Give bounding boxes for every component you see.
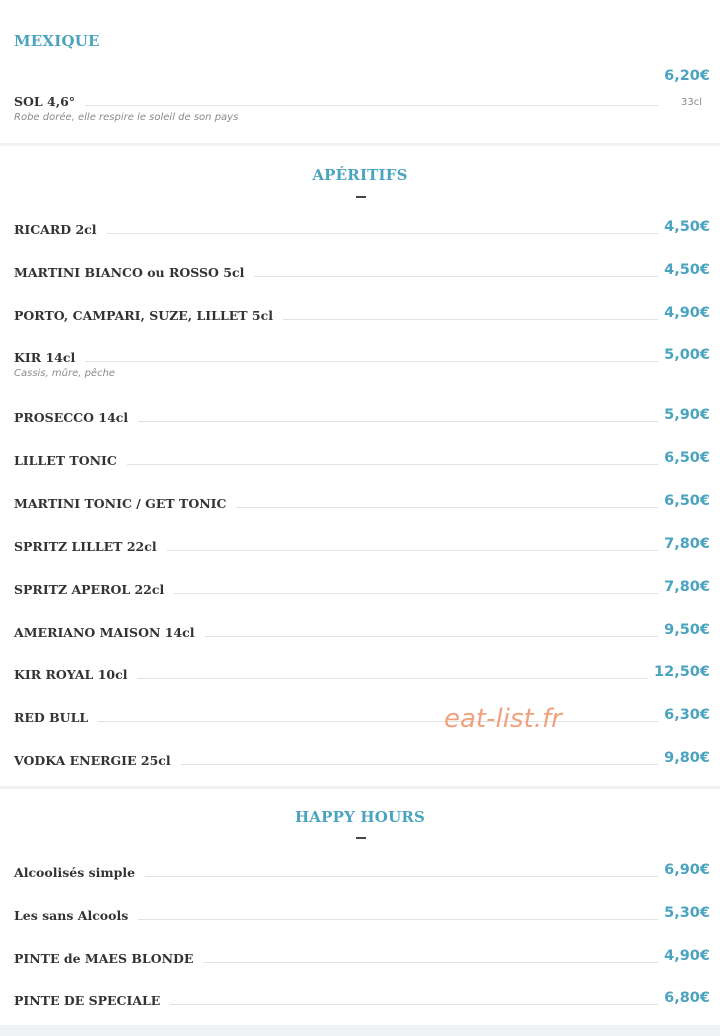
dotted-leader [14, 233, 658, 234]
item-name: PROSECCO 14cl [14, 410, 138, 425]
menu-item[interactable] [14, 707, 710, 732]
menu-item[interactable] [14, 948, 710, 973]
dotted-leader [14, 361, 658, 362]
menu-item[interactable] [14, 905, 710, 930]
item-name: VODKA ENERGIE 25cl [14, 753, 181, 768]
menu-item[interactable] [14, 664, 710, 689]
item-price: 4,90€ [664, 948, 710, 964]
item-price: 4,90€ [664, 305, 710, 321]
menu-item[interactable] [14, 862, 710, 887]
item-price: 6,80€ [664, 990, 710, 1006]
item-name: PORTO, CAMPARI, SUZE, LILLET 5cl [14, 308, 283, 323]
item-price: 9,50€ [664, 622, 710, 638]
item-price: 6,20€ [664, 68, 710, 84]
dotted-leader [14, 105, 658, 106]
menu-item[interactable] [14, 750, 710, 775]
item-name: PINTE DE SPECIALE [14, 993, 170, 1008]
menu-item[interactable] [14, 407, 710, 432]
menu-item[interactable] [14, 990, 710, 1015]
section-mexique [0, 0, 720, 143]
item-name: LILLET TONIC [14, 453, 127, 468]
menu-item[interactable] [14, 305, 710, 330]
item-name: SPRITZ APEROL 22cl [14, 582, 174, 597]
item-name: RED BULL [14, 710, 98, 725]
section-title: MEXIQUE [14, 32, 100, 50]
menu-item[interactable] [14, 450, 710, 475]
item-price: 9,80€ [664, 750, 710, 766]
watermark: eat-list.fr [444, 704, 562, 734]
item-price: 6,30€ [664, 707, 710, 723]
item-price: 5,00€ [664, 347, 710, 363]
menu-item[interactable] [14, 262, 710, 287]
item-price: 4,50€ [664, 262, 710, 278]
item-description: Robe dorée, elle respire le soleil de son pays [14, 112, 239, 123]
section-happy-hours [0, 789, 720, 1025]
section-title: HAPPY HOURS [294, 808, 426, 826]
item-price: 7,80€ [664, 536, 710, 552]
item-name: KIR ROYAL 10cl [14, 667, 137, 682]
item-price: 4,50€ [664, 219, 710, 235]
title-divider [356, 196, 366, 198]
section-title: APÉRITIFS [312, 166, 408, 184]
item-name: SOL 4,6° [14, 94, 85, 109]
menu-item[interactable] [14, 68, 710, 123]
item-description: Cassis, mûre, pêche [14, 368, 116, 379]
menu-item[interactable] [14, 579, 710, 604]
item-name: MARTINI TONIC / GET TONIC [14, 496, 236, 511]
item-name: PINTE de MAES BLONDE [14, 951, 203, 966]
item-size: 33cl [680, 97, 702, 108]
item-price: 6,90€ [664, 862, 710, 878]
menu-item[interactable] [14, 493, 710, 518]
title-divider [356, 837, 366, 839]
item-name: RICARD 2cl [14, 222, 107, 237]
item-name: KIR 14cl [14, 350, 85, 365]
item-name: Alcoolisés simple [14, 865, 145, 880]
item-price: 6,50€ [664, 450, 710, 466]
item-name: SPRITZ LILLET 22cl [14, 539, 167, 554]
item-price: 7,80€ [664, 579, 710, 595]
item-price: 5,30€ [664, 905, 710, 921]
item-price: 12,50€ [654, 664, 710, 680]
item-price: 6,50€ [664, 493, 710, 509]
menu-item[interactable] [14, 219, 710, 244]
menu-item[interactable] [14, 622, 710, 647]
menu-item[interactable] [14, 536, 710, 561]
item-name: Les sans Alcools [14, 908, 138, 923]
item-price: 5,90€ [664, 407, 710, 423]
item-name: MARTINI BIANCO ou ROSSO 5cl [14, 265, 254, 280]
menu-item[interactable] [14, 347, 710, 379]
item-name: AMERIANO MAISON 14cl [14, 625, 205, 640]
section-aperitifs [0, 146, 720, 786]
